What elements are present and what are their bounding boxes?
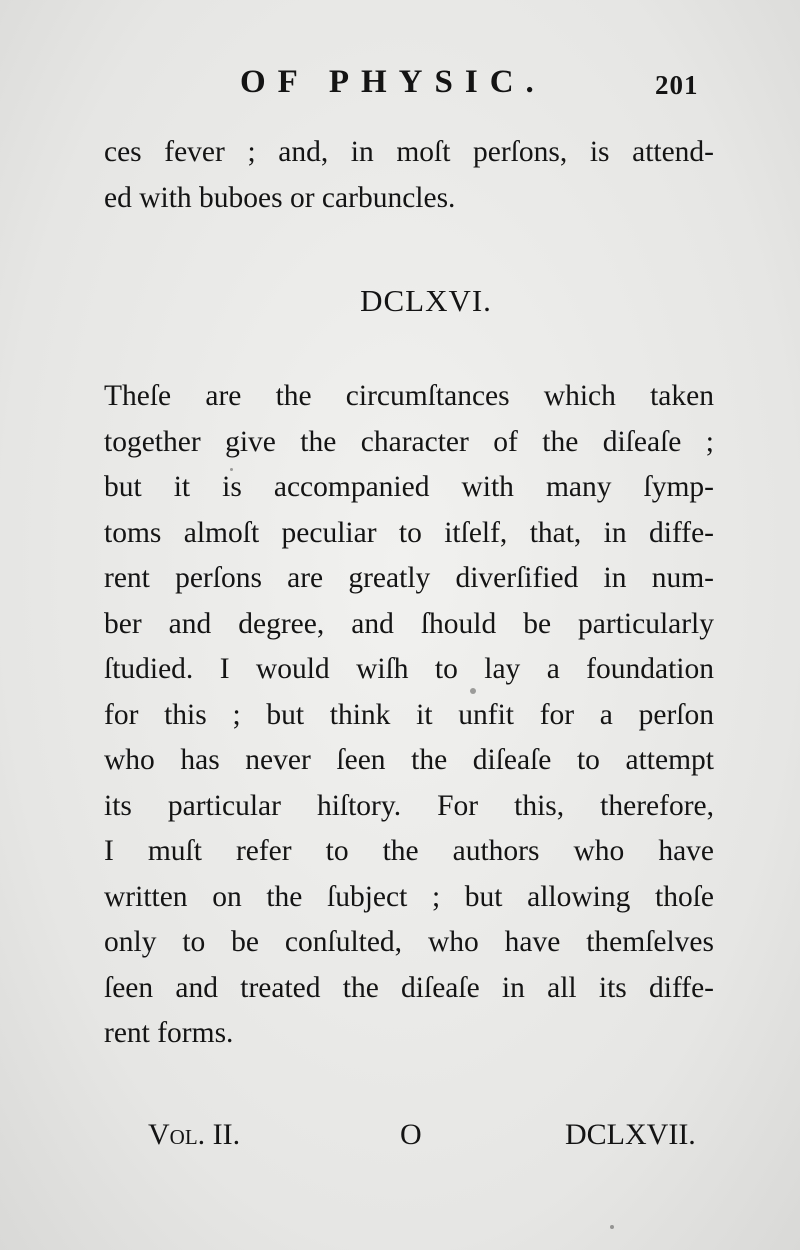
text-line: toms almoſt peculiar to itſelf, that, in diffe- [104,516,714,549]
ink-speck [470,688,476,694]
text-line: rent forms. [104,1017,234,1049]
text-line: Theſe are the circumſtances which taken [104,380,714,412]
text-line: only to be conſulted, who have themſelves [104,926,714,958]
text-line: its particular hiſtory. For this, therefore, [104,789,714,822]
text-line: who has never ſeen the diſeaſe to attempt [104,744,714,776]
text-line: together give the character of the diſeaſe ; [104,425,714,458]
section-number: DCLXVI. [360,283,492,318]
running-title: OF PHYSIC. [240,64,546,100]
text-line: but it is accompanied with many ſymp- [104,471,714,503]
text-line: ed with buboes or carbuncles. [104,181,456,214]
body-paragraph [104,374,714,1057]
text-line: for this ; but think it unfit for a perſon [104,698,714,731]
intro-paragraph [104,130,714,221]
text-line: ſtudied. I would wiſh to lay a foundation [104,653,714,685]
volume-label: Vol. II. [148,1118,241,1151]
text-line: written on the ſubject ; but allowing thoſe [104,880,714,913]
text-line: rent perſons are greatly diverſified in num- [104,562,714,594]
text-line: ſeen and treated the diſeaſe in all its diffe- [104,971,714,1004]
page-number: 201 [655,70,699,100]
text-line: ces fever ; and, in moſt perſons, is attend- [104,136,714,168]
page-footer [0,1118,800,1168]
ink-speck [230,468,233,471]
catchword: DCLXVII. [565,1118,696,1151]
section-heading [0,283,800,319]
signature-mark: O [400,1118,422,1151]
ink-speck [610,1225,614,1229]
text-line: ber and degree, and ſhould be particularly [104,607,714,640]
text-line: I muſt refer to the authors who have [104,835,714,867]
